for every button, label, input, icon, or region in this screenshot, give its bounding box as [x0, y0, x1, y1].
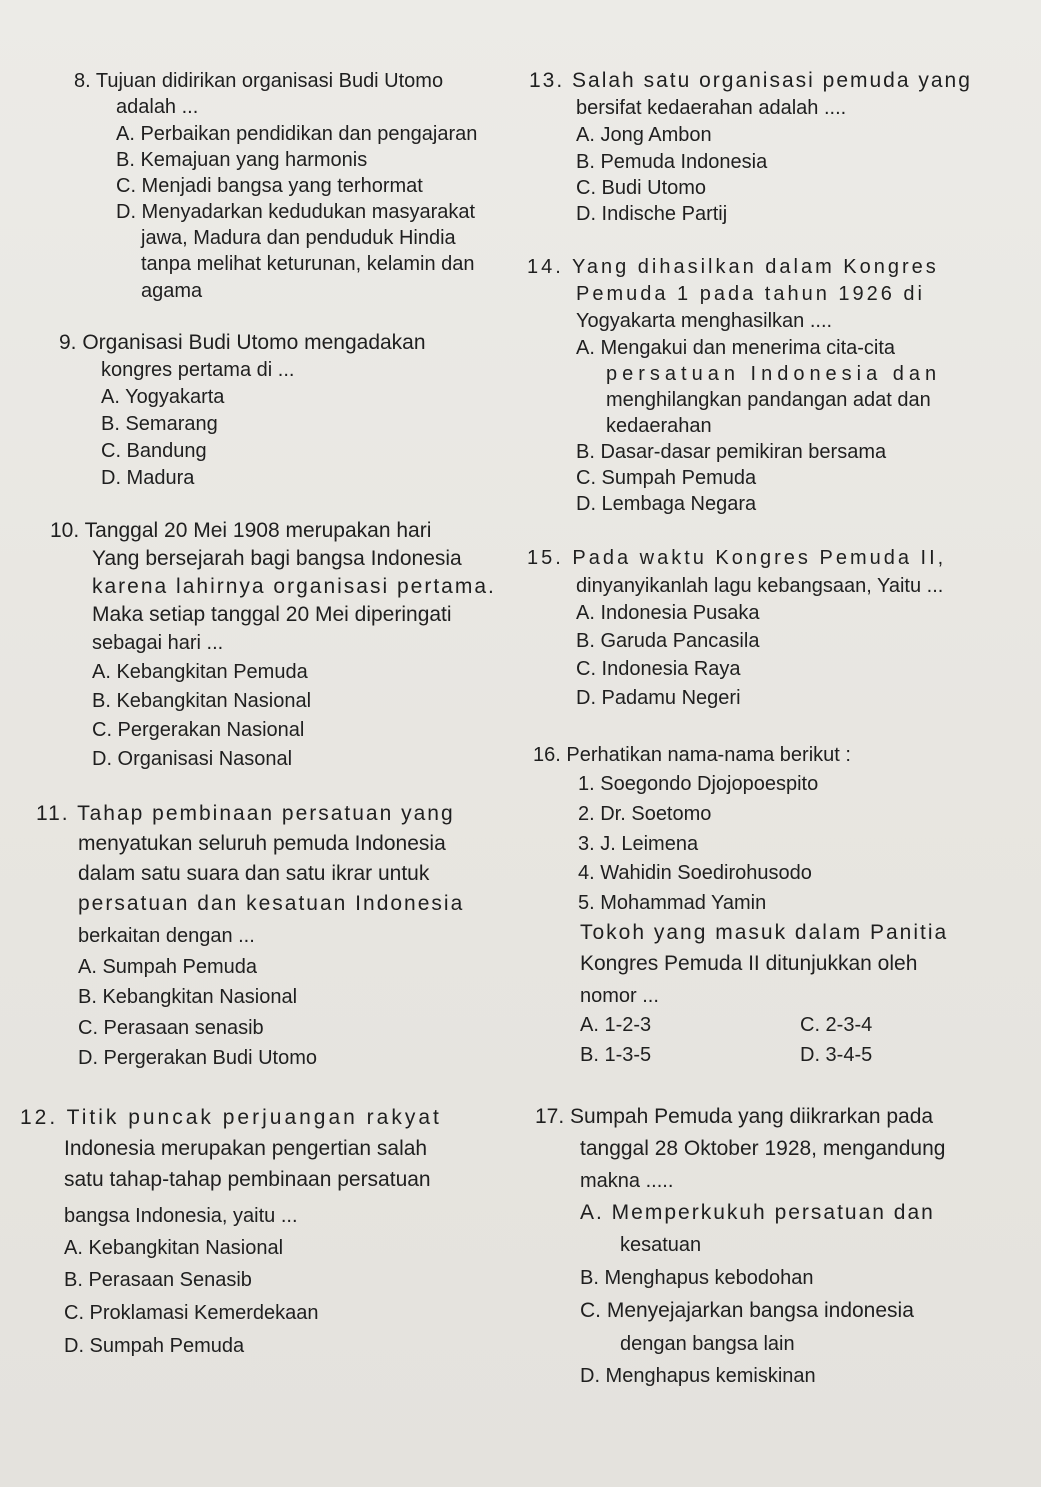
q12-stem-line1: 12. Titik puncak perjuangan rakyat: [20, 1106, 442, 1129]
q16-option-b: B. 1-3-5: [580, 1044, 652, 1066]
q11-stem-line4: persatuan dan kesatuan Indonesia: [78, 892, 465, 915]
q15-option-d: D. Padamu Negeri: [576, 687, 741, 709]
q17-option-c-cont: dengan bangsa lain: [620, 1333, 795, 1355]
q9-option-b: B. Semarang: [101, 413, 218, 435]
q14-option-b: B. Dasar-dasar pemikiran bersama: [576, 441, 887, 463]
q12-option-d: D. Sumpah Pemuda: [64, 1335, 245, 1357]
q10-stem-line1: 10. Tanggal 20 Mei 1908 merupakan hari: [50, 519, 432, 542]
q8-stem-line2: adalah ...: [116, 96, 199, 118]
q9-option-a: A. Yogyakarta: [101, 386, 225, 408]
q16-name-3: 3. J. Leimena: [578, 833, 699, 855]
q12-option-b: B. Perasaan Senasib: [64, 1269, 252, 1291]
q10-stem-line5: sebagai hari ...: [92, 632, 224, 654]
q14-option-a-cont3: kedaerahan: [606, 415, 712, 437]
q10-option-b: B. Kebangkitan Nasional: [92, 690, 312, 712]
q13-option-b: B. Pemuda Indonesia: [576, 151, 768, 173]
q9-option-c: C. Bandung: [101, 440, 207, 462]
q10-stem-line4: Maka setiap tanggal 20 Mei diperingati: [92, 603, 452, 626]
q12-stem-line4: bangsa Indonesia, yaitu ...: [64, 1205, 298, 1227]
q10-stem-line2: Yang bersejarah bagi bangsa Indonesia: [92, 547, 462, 570]
q14-stem-line3: Yogyakarta menghasilkan ....: [576, 310, 833, 332]
q16-stem-line4: nomor ...: [580, 985, 659, 1007]
q8-stem-line1: 8. Tujuan didirikan organisasi Budi Utomo: [74, 70, 444, 92]
q14-option-a: A. Mengakui dan menerima cita-cita: [576, 337, 896, 359]
q10-stem-line3: karena lahirnya organisasi pertama.: [92, 575, 496, 598]
q17-option-a: A. Memperkukuh persatuan dan: [580, 1201, 935, 1224]
q8-option-d: D. Menyadarkan kedudukan masyarakat: [116, 201, 476, 223]
q17-option-b: B. Menghapus kebodohan: [580, 1267, 814, 1289]
q8-option-d-cont3: agama: [141, 280, 203, 302]
q15-option-a: A. Indonesia Pusaka: [576, 602, 760, 624]
q12-option-a: A. Kebangkitan Nasional: [64, 1237, 284, 1259]
q17-stem-line3: makna .....: [580, 1170, 674, 1192]
q12-stem-line2: Indonesia merupakan pengertian salah: [64, 1137, 428, 1160]
q11-option-a: A. Sumpah Pemuda: [78, 956, 257, 978]
q16-name-4: 4. Wahidin Soedirohusodo: [578, 862, 812, 884]
q16-option-a: A. 1-2-3: [580, 1014, 652, 1036]
q11-option-c: C. Perasaan senasib: [78, 1017, 264, 1039]
q12-option-c: C. Proklamasi Kemerdekaan: [64, 1302, 319, 1324]
q16-name-2: 2. Dr. Soetomo: [578, 803, 712, 825]
q9-stem-line1: 9. Organisasi Budi Utomo mengadakan: [59, 331, 426, 354]
q13-option-a: A. Jong Ambon: [576, 124, 712, 146]
q11-option-b: B. Kebangkitan Nasional: [78, 986, 298, 1008]
q8-option-c: C. Menjadi bangsa yang terhormat: [116, 175, 423, 197]
q17-option-d: D. Menghapus kemiskinan: [580, 1365, 816, 1387]
q16-option-d: D. 3-4-5: [800, 1044, 873, 1066]
q8-option-d-cont1: jawa, Madura dan penduduk Hindia: [141, 227, 456, 249]
q10-option-a: A. Kebangkitan Pemuda: [92, 661, 308, 683]
q17-option-c: C. Menyejajarkan bangsa indonesia: [580, 1299, 914, 1322]
q11-stem-line5: berkaitan dengan ...: [78, 925, 255, 947]
q13-stem-line1: 13. Salah satu organisasi pemuda yang: [529, 69, 972, 92]
q9-option-d: D. Madura: [101, 467, 195, 489]
q15-option-b: B. Garuda Pancasila: [576, 630, 760, 652]
q16-name-5: 5. Mohammad Yamin: [578, 892, 767, 914]
q16-name-1: 1. Soegondo Djojopoespito: [578, 773, 819, 795]
q15-option-c: C. Indonesia Raya: [576, 658, 741, 680]
q10-option-c: C. Pergerakan Nasional: [92, 719, 305, 741]
q8-option-a: A. Perbaikan pendidikan dan pengajaran: [116, 123, 478, 145]
q15-stem-line2: dinyanyikanlah lagu kebangsaan, Yaitu ...: [576, 575, 944, 597]
q14-option-a-cont1: persatuan Indonesia dan: [606, 363, 942, 385]
q17-option-a-cont: kesatuan: [620, 1234, 702, 1256]
q13-stem-line2: bersifat kedaerahan adalah ....: [576, 97, 847, 119]
q10-option-d: D. Organisasi Nasonal: [92, 748, 293, 770]
q17-stem-line1: 17. Sumpah Pemuda yang diikrarkan pada: [535, 1105, 934, 1128]
q11-stem-line2: menyatukan seluruh pemuda Indonesia: [78, 832, 446, 855]
q11-option-d: D. Pergerakan Budi Utomo: [78, 1047, 318, 1069]
q8-option-d-cont2: tanpa melihat keturunan, kelamin dan: [141, 253, 475, 275]
q14-option-a-cont2: menghilangkan pandangan adat dan: [606, 389, 931, 411]
q17-stem-line2: tanggal 28 Oktober 1928, mengandung: [580, 1137, 946, 1160]
q9-stem-line2: kongres pertama di ...: [101, 359, 295, 381]
q13-option-d: D. Indische Partij: [576, 203, 728, 225]
q16-stem-line2: Tokoh yang masuk dalam Panitia: [580, 921, 949, 944]
q14-option-d: D. Lembaga Negara: [576, 493, 757, 515]
q15-stem-line1: 15. Pada waktu Kongres Pemuda II,: [527, 547, 947, 569]
q14-stem-line2: Pemuda 1 pada tahun 1926 di: [576, 283, 925, 305]
q11-stem-line1: 11. Tahap pembinaan persatuan yang: [36, 802, 455, 825]
q12-stem-line3: satu tahap-tahap pembinaan persatuan: [64, 1168, 431, 1191]
q14-stem-line1: 14. Yang dihasilkan dalam Kongres: [527, 256, 939, 278]
q16-option-c: C. 2-3-4: [800, 1014, 873, 1036]
q11-stem-line3: dalam satu suara dan satu ikrar untuk: [78, 862, 430, 885]
q16-stem-line1: 16. Perhatikan nama-nama berikut :: [533, 744, 851, 766]
q14-option-c: C. Sumpah Pemuda: [576, 467, 757, 489]
q8-option-b: B. Kemajuan yang harmonis: [116, 149, 368, 171]
q13-option-c: C. Budi Utomo: [576, 177, 707, 199]
q16-stem-line3: Kongres Pemuda II ditunjukkan oleh: [580, 952, 918, 975]
